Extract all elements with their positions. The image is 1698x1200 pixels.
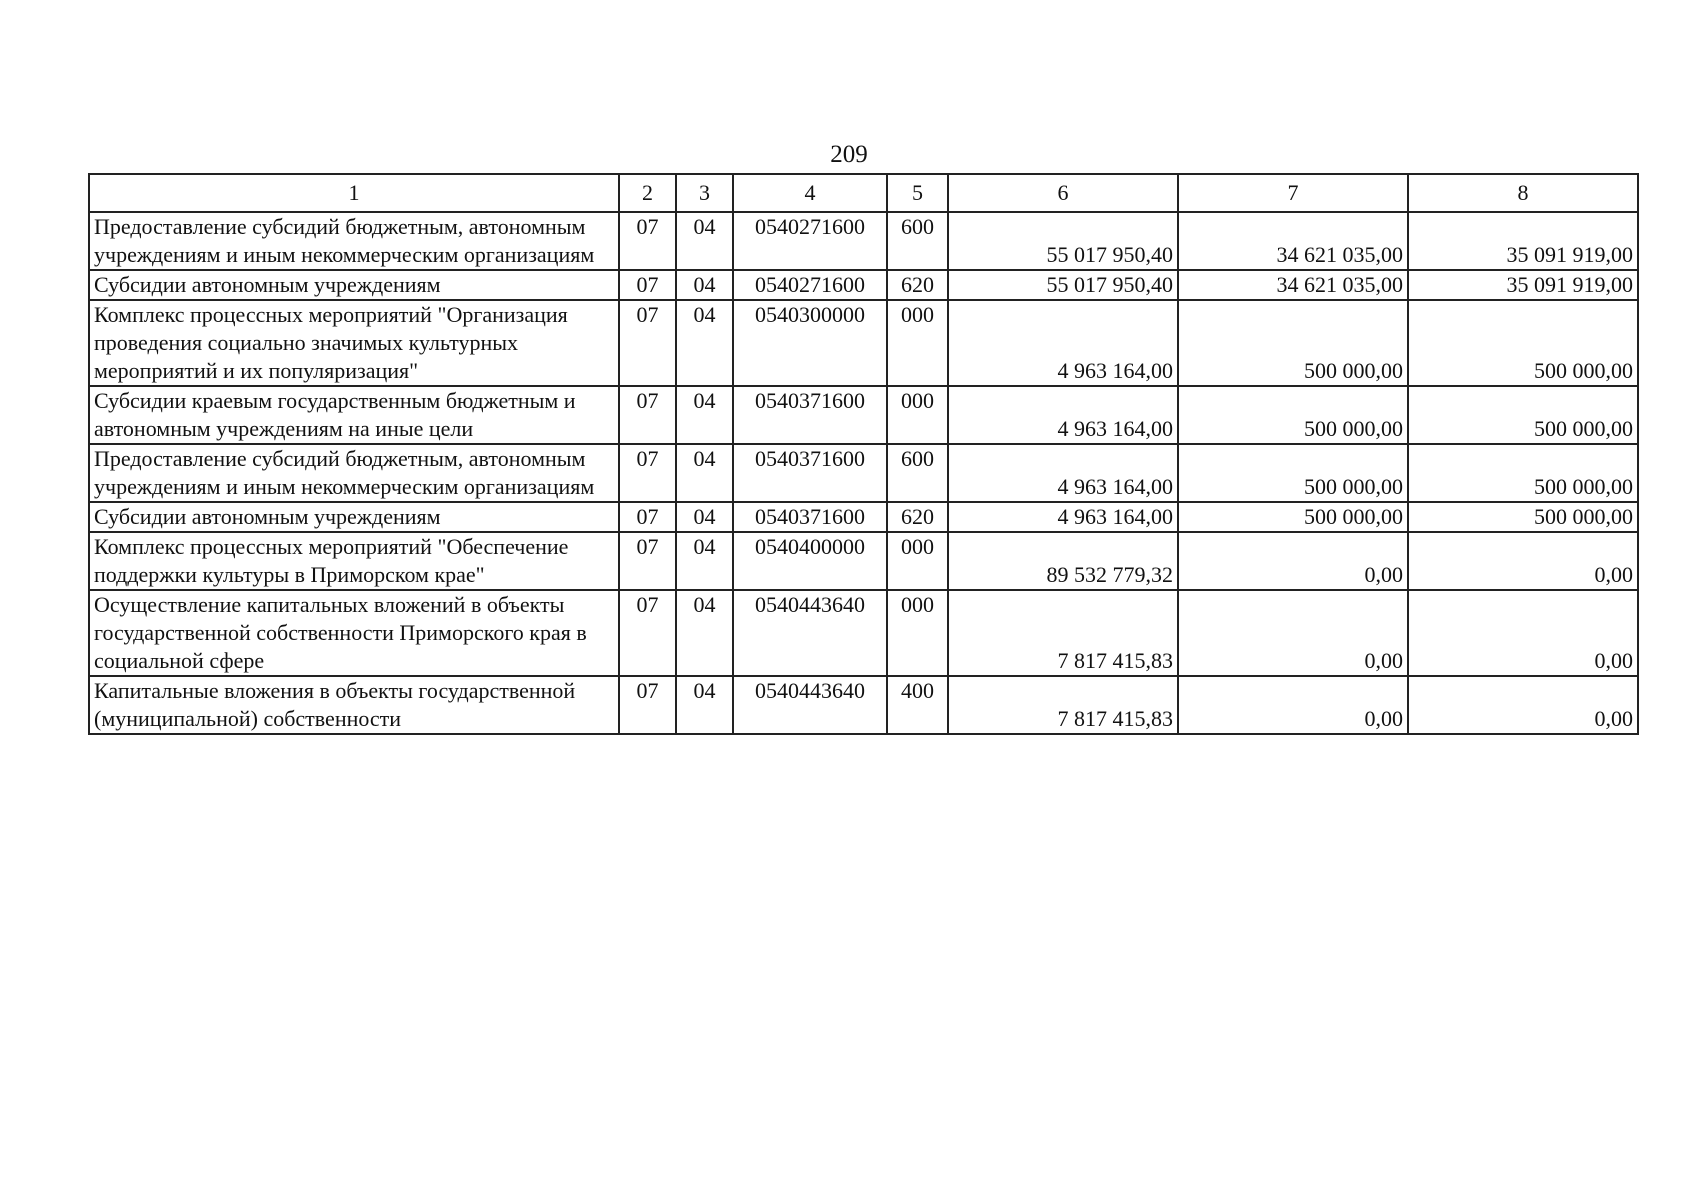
row-amount-1-cell: 4 963 164,00 xyxy=(948,444,1178,502)
row-target-article-cell: 0540371600 xyxy=(733,502,887,532)
row-section-cell: 07 xyxy=(619,676,676,734)
row-target-article-cell: 0540371600 xyxy=(733,386,887,444)
table-row xyxy=(89,676,1638,734)
row-amount-3-cell: 500 000,00 xyxy=(1408,300,1638,386)
table-row xyxy=(89,300,1638,386)
header-col-6: 6 xyxy=(948,174,1178,212)
row-amount-2-cell: 500 000,00 xyxy=(1178,502,1408,532)
row-amount-1-cell: 7 817 415,83 xyxy=(948,590,1178,676)
row-name-cell: Субсидии автономным учреждениям xyxy=(89,270,619,300)
row-name-cell: Предоставление субсидий бюджетным, автономным учреждениям и иным некоммерческим организациям xyxy=(89,212,619,270)
row-amount-3-cell: 0,00 xyxy=(1408,676,1638,734)
header-col-2: 2 xyxy=(619,174,676,212)
row-amount-1-cell: 4 963 164,00 xyxy=(948,386,1178,444)
row-subsection-cell: 04 xyxy=(676,444,733,502)
row-name-cell: Капитальные вложения в объекты государственной (муниципальной) собственности xyxy=(89,676,619,734)
budget-table xyxy=(88,173,1639,735)
row-target-article-cell: 0540443640 xyxy=(733,676,887,734)
table-header-row xyxy=(89,174,1638,212)
table-row xyxy=(89,270,1638,300)
row-section-cell: 07 xyxy=(619,532,676,590)
row-amount-1-cell: 89 532 779,32 xyxy=(948,532,1178,590)
row-amount-2-cell: 34 621 035,00 xyxy=(1178,270,1408,300)
row-subsection-cell: 04 xyxy=(676,676,733,734)
row-target-article-cell: 0540443640 xyxy=(733,590,887,676)
header-col-4: 4 xyxy=(733,174,887,212)
row-target-article-cell: 0540271600 xyxy=(733,270,887,300)
row-amount-1-cell: 4 963 164,00 xyxy=(948,300,1178,386)
row-name-cell: Комплекс процессных мероприятий "Обеспечение поддержки культуры в Приморском крае" xyxy=(89,532,619,590)
row-section-cell: 07 xyxy=(619,590,676,676)
row-expense-type-cell: 000 xyxy=(887,386,948,444)
header-col-3: 3 xyxy=(676,174,733,212)
table-row xyxy=(89,502,1638,532)
row-amount-1-cell: 4 963 164,00 xyxy=(948,502,1178,532)
row-amount-1-cell: 7 817 415,83 xyxy=(948,676,1178,734)
row-section-cell: 07 xyxy=(619,270,676,300)
row-amount-2-cell: 500 000,00 xyxy=(1178,386,1408,444)
table-row xyxy=(89,212,1638,270)
row-amount-2-cell: 500 000,00 xyxy=(1178,300,1408,386)
header-col-8: 8 xyxy=(1408,174,1638,212)
row-section-cell: 07 xyxy=(619,300,676,386)
row-expense-type-cell: 000 xyxy=(887,532,948,590)
row-expense-type-cell: 400 xyxy=(887,676,948,734)
row-name-cell: Предоставление субсидий бюджетным, автономным учреждениям и иным некоммерческим организациям xyxy=(89,444,619,502)
row-amount-2-cell: 34 621 035,00 xyxy=(1178,212,1408,270)
row-target-article-cell: 0540271600 xyxy=(733,212,887,270)
table-row xyxy=(89,532,1638,590)
row-amount-1-cell: 55 017 950,40 xyxy=(948,270,1178,300)
row-name-cell: Субсидии краевым государственным бюджетным и автономным учреждениям на иные цели xyxy=(89,386,619,444)
row-expense-type-cell: 600 xyxy=(887,444,948,502)
row-subsection-cell: 04 xyxy=(676,270,733,300)
row-amount-3-cell: 0,00 xyxy=(1408,590,1638,676)
row-amount-3-cell: 35 091 919,00 xyxy=(1408,212,1638,270)
row-target-article-cell: 0540300000 xyxy=(733,300,887,386)
page-number: 209 xyxy=(830,141,868,168)
row-amount-2-cell: 0,00 xyxy=(1178,532,1408,590)
row-amount-3-cell: 35 091 919,00 xyxy=(1408,270,1638,300)
row-section-cell: 07 xyxy=(619,444,676,502)
row-subsection-cell: 04 xyxy=(676,532,733,590)
row-amount-1-cell: 55 017 950,40 xyxy=(948,212,1178,270)
row-expense-type-cell: 600 xyxy=(887,212,948,270)
row-amount-3-cell: 500 000,00 xyxy=(1408,444,1638,502)
row-name-cell: Осуществление капитальных вложений в объекты государственной собственности Приморского края в социальной сфере xyxy=(89,590,619,676)
row-target-article-cell: 0540400000 xyxy=(733,532,887,590)
row-amount-2-cell: 500 000,00 xyxy=(1178,444,1408,502)
row-subsection-cell: 04 xyxy=(676,212,733,270)
row-name-cell: Комплекс процессных мероприятий "Организация проведения социально значимых культурных мероприятий и их популяризация" xyxy=(89,300,619,386)
row-expense-type-cell: 000 xyxy=(887,300,948,386)
row-amount-3-cell: 500 000,00 xyxy=(1408,502,1638,532)
row-amount-3-cell: 0,00 xyxy=(1408,532,1638,590)
row-subsection-cell: 04 xyxy=(676,590,733,676)
header-col-7: 7 xyxy=(1178,174,1408,212)
row-section-cell: 07 xyxy=(619,502,676,532)
row-subsection-cell: 04 xyxy=(676,386,733,444)
table-row xyxy=(89,590,1638,676)
row-expense-type-cell: 620 xyxy=(887,270,948,300)
header-col-1: 1 xyxy=(89,174,619,212)
table-row xyxy=(89,386,1638,444)
row-subsection-cell: 04 xyxy=(676,502,733,532)
row-section-cell: 07 xyxy=(619,212,676,270)
row-name-cell: Субсидии автономным учреждениям xyxy=(89,502,619,532)
row-target-article-cell: 0540371600 xyxy=(733,444,887,502)
row-subsection-cell: 04 xyxy=(676,300,733,386)
table-row xyxy=(89,444,1638,502)
row-expense-type-cell: 000 xyxy=(887,590,948,676)
row-amount-3-cell: 500 000,00 xyxy=(1408,386,1638,444)
row-amount-2-cell: 0,00 xyxy=(1178,590,1408,676)
header-col-5: 5 xyxy=(887,174,948,212)
row-amount-2-cell: 0,00 xyxy=(1178,676,1408,734)
row-section-cell: 07 xyxy=(619,386,676,444)
row-expense-type-cell: 620 xyxy=(887,502,948,532)
